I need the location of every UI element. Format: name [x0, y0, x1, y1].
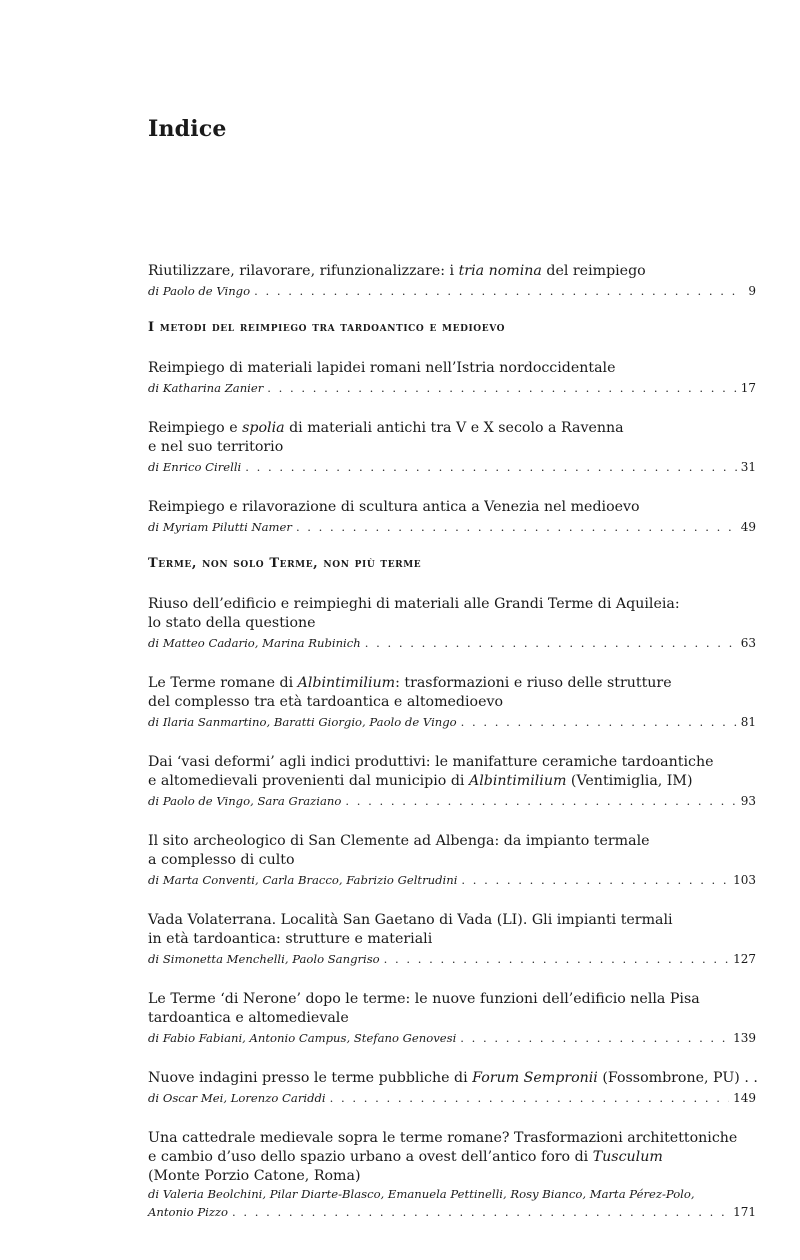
page-number: 93 — [740, 794, 756, 808]
entry-author: di Katharina Zanier — [148, 381, 264, 395]
dot-leader — [330, 1090, 729, 1106]
page-number: 17 — [740, 381, 756, 395]
toc-entry[interactable] — [148, 990, 756, 1046]
page-number: 63 — [740, 636, 756, 650]
entry-author-line — [148, 714, 756, 730]
dot-leader — [267, 380, 736, 396]
dot-leader — [460, 1030, 729, 1046]
dot-leader — [365, 635, 737, 651]
entry-author-line — [148, 519, 756, 535]
entry-author: Antonio Pizzo — [148, 1205, 229, 1219]
entry-author-line — [148, 793, 756, 809]
section-heading-2: Terme, non solo Terme, non più terme — [148, 556, 422, 571]
entry-title-line2: e nel suo territorio — [148, 439, 284, 455]
entry-title: Il sito archeologico di San Clemente ad Albenga: da impianto termale — [148, 833, 650, 849]
dot-leader — [384, 951, 729, 967]
toc-entry-intro[interactable] — [148, 262, 756, 299]
entry-author: di Paolo de Vingo — [148, 284, 251, 298]
entry-author: di Oscar Mei, Lorenzo Cariddi — [148, 1091, 326, 1105]
page-number: 171 — [733, 1205, 756, 1219]
entry-author-line — [148, 459, 756, 475]
entry-author-line — [148, 1204, 756, 1220]
toc-entry[interactable] — [148, 832, 756, 888]
entry-title-line2: lo stato della questione — [148, 615, 316, 631]
entry-author: di Ilaria Sanmartino, Baratti Giorgio, Paolo de Vingo — [148, 715, 457, 729]
entry-title-line2: a complesso di culto — [148, 852, 295, 868]
entry-authors-continued: di Valeria Beolchini, Pilar Diarte-Blasco, Emanuela Pettinelli, Rosy Bianco, Marta Pérez-Polo, — [148, 1187, 695, 1201]
entry-title: Dai ‘vasi deformi’ agli indici produttivi: le manifatture ceramiche tardoantiche — [148, 754, 714, 770]
dot-leader — [461, 872, 729, 888]
entry-author: di Marta Conventi, Carla Bracco, Fabrizio Geltrudini — [148, 873, 458, 887]
entry-author: di Matteo Cadario, Marina Rubinich — [148, 636, 361, 650]
page-number: 103 — [733, 873, 756, 887]
dot-leader — [245, 459, 736, 475]
entry-title: Una cattedrale medievale sopra le terme romane? Trasformazioni architettoniche — [148, 1130, 738, 1146]
dot-leader — [461, 714, 737, 730]
entry-author-line — [148, 1090, 756, 1106]
entry-author: di Enrico Cirelli — [148, 460, 242, 474]
entry-author-line — [148, 1030, 756, 1046]
toc-entry[interactable] — [148, 753, 756, 809]
entry-title-line3: (Monte Porzio Catone, Roma) — [148, 1168, 361, 1184]
entry-title-line2: in età tardoantica: strutture e materiali — [148, 931, 433, 947]
section-heading-1: I metodi del reimpiego tra tardoantico e medioevo — [148, 320, 506, 335]
toc-entry[interactable] — [148, 595, 756, 651]
dot-leader — [296, 519, 737, 535]
entry-title: Vada Volaterrana. Località San Gaetano di Vada (LI). Gli impianti termali — [148, 912, 673, 928]
entry-author-line — [148, 635, 756, 651]
entry-author-line — [148, 872, 756, 888]
entry-title: Reimpiego di materiali lapidei romani nell’Istria nordoccidentale — [148, 360, 616, 376]
dot-leader — [254, 283, 744, 299]
entry-title-line2: del complesso tra età tardoantica e altomedioevo — [148, 694, 504, 710]
entry-title: Le Terme romane di Albintimilium: trasformazioni e riuso delle strutture — [148, 675, 672, 691]
entry-author: di Simonetta Menchelli, Paolo Sangriso — [148, 952, 380, 966]
entry-author: di Paolo de Vingo, Sara Graziano — [148, 794, 342, 808]
entry-author: di Fabio Fabiani, Antonio Campus, Stefano Genovesi — [148, 1031, 457, 1045]
page-number: 139 — [733, 1031, 756, 1045]
toc-entry[interactable] — [148, 498, 756, 535]
entry-title: Riutilizzare, rilavorare, rifunzionalizzare: i tria nomina del reimpiego — [148, 263, 646, 279]
entry-title-line2: e altomedievali provenienti dal municipio di Albintimilium (Ventimiglia, IM) — [148, 773, 693, 789]
dot-leader — [345, 793, 736, 809]
page-title: Indice — [148, 116, 227, 142]
entry-title-line2: e cambio d’uso dello spazio urbano a ovest dell’antico foro di Tusculum — [148, 1149, 663, 1165]
entry-author: di Myriam Pilutti Namer — [148, 520, 292, 534]
entry-title: Riuso dell’edificio e reimpieghi di materiali alle Grandi Terme di Aquileia: — [148, 596, 680, 612]
toc-entry[interactable] — [148, 911, 756, 967]
page-number: 127 — [733, 952, 756, 966]
toc-entry[interactable] — [148, 674, 756, 730]
page-number: 81 — [740, 715, 756, 729]
entry-title: Reimpiego e spolia di materiali antichi tra V e X secolo a Ravenna — [148, 420, 624, 436]
entry-title: Le Terme ‘di Nerone’ dopo le terme: le nuove funzioni dell’edificio nella Pisa — [148, 991, 700, 1007]
dot-leader — [232, 1204, 729, 1220]
page-number: 31 — [740, 460, 756, 474]
toc-entry[interactable] — [148, 1129, 756, 1220]
entry-author-line — [148, 951, 756, 967]
entry-title: Reimpiego e rilavorazione di scultura antica a Venezia nel medioevo — [148, 499, 640, 515]
entry-author-line — [148, 283, 756, 299]
entry-author-line — [148, 380, 756, 396]
toc-entry[interactable] — [148, 1069, 756, 1106]
toc-entry[interactable] — [148, 359, 756, 396]
page-number: 9 — [748, 284, 756, 298]
page-number: 149 — [733, 1091, 756, 1105]
page-number: 49 — [740, 520, 756, 534]
entry-title: Nuove indagini presso le terme pubbliche di Forum Sempronii (Fossombrone, PU) . . — [148, 1070, 758, 1086]
entry-title-line2: tardoantica e altomedievale — [148, 1010, 349, 1026]
toc-entry[interactable] — [148, 419, 756, 475]
table-of-contents — [148, 262, 756, 1220]
